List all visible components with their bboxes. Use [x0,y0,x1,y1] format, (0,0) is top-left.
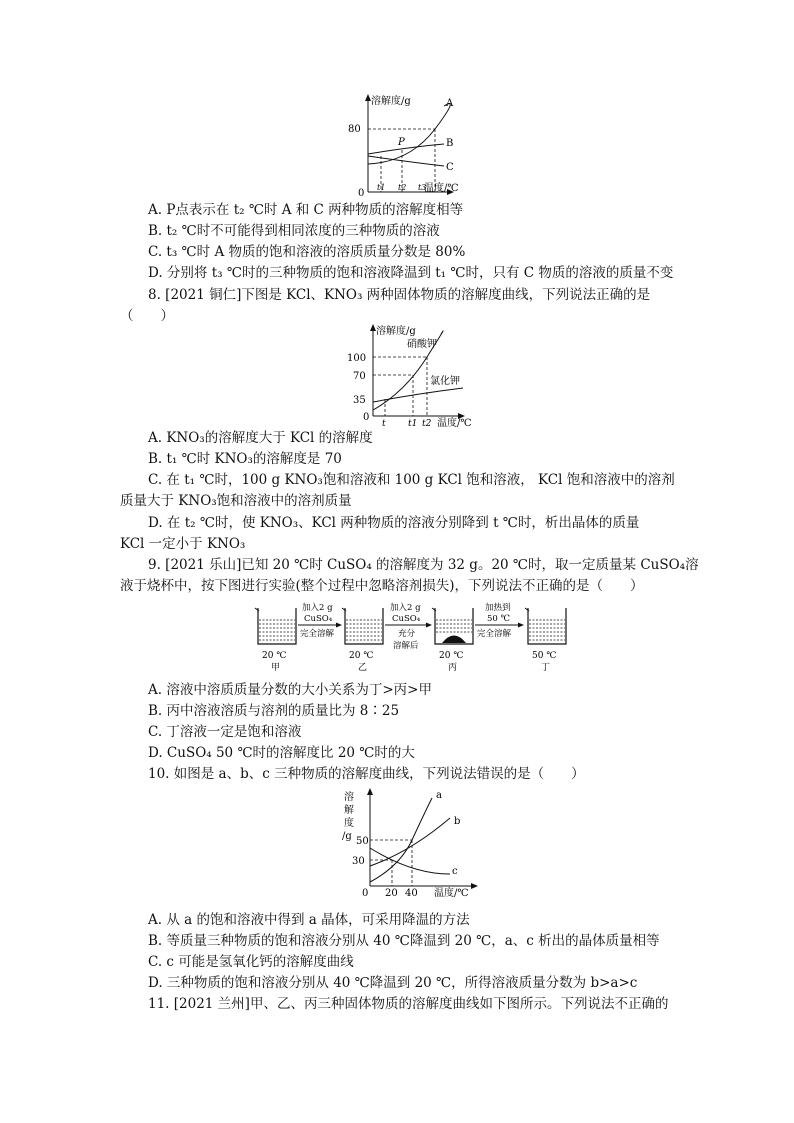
curve-label-B: B [446,138,454,149]
q8-option-c: C. 在 t₁ ℃时，100 g KNO₃饱和溶液和 100 g KCl 饱和溶液， KCl 饱和溶液中的溶剂 [148,472,675,488]
x-axis-label: 温度/℃ [434,888,469,899]
curve-label-c: c [452,866,458,877]
arrow2-top2: CuSO₄ [392,614,421,624]
origin-label: 0 [358,188,365,199]
beaker-name-jia: 甲 [271,663,281,673]
beaker-temp-yi: 20 ℃ [349,651,374,661]
curve-B [368,144,444,154]
arrow3-top1: 加热到 [485,603,511,613]
curve-label-a: a [436,790,442,801]
q8-stem: 8. [2021 铜仁]下图是 KCl、KNO₃ 两种固体物质的溶解度曲线，下列说法正确的是 [148,287,651,303]
q8-option-b: B. t₁ ℃时 KNO₃的溶解度是 70 [148,451,342,467]
arrow3-top2: 50 ℃ [487,614,511,624]
q7-option-c: C. t₃ ℃时 A 物质的饱和溶液的溶质质量分数是 80% [148,244,466,260]
curve-label-A: A [446,98,454,109]
point-label-P: P [398,137,405,148]
x-tick-t1: t1 [408,419,418,427]
q11-stem: 11. [2021 兰州]甲、乙、丙三种固体物质的溶解度曲线如下图所示。下列说法不正确的 [148,996,669,1012]
x-tick-t2: t2 [398,183,407,192]
beaker-temp-bing: 20 ℃ [439,651,464,661]
q8-option-a: A. KNO₃的溶解度大于 KCl 的溶解度 [148,430,373,446]
curve-kcl [373,388,463,402]
q8-option-d-cont: KCl 一定小于 KNO₃ [120,536,246,552]
x-tick-t3: t3 [418,183,427,192]
precipitate [442,636,466,644]
beaker-bing [432,608,473,673]
y-tick-80: 80 [348,124,361,135]
q8-answer-bracket: （ ） [120,308,174,324]
solubility-chart-2 [345,322,480,427]
x-axis-label: 温度/℃ [437,418,472,427]
q9-stem-cont: 液于烧杯中，按下图进行实验(整个过程中忽略溶剂损失)，下列说法不正确的是（ ） [120,578,644,594]
q7-option-d: D. 分别将 t₃ ℃时的三种物质的饱和溶液降温到 t₁ ℃时，只有 C 物质的溶液的质量不变 [148,265,674,281]
arrow2-bottom2: 溶解后 [393,641,419,651]
curve-label-kcl: 氯化钾 [430,376,460,387]
y-label-3: 度 [344,818,354,829]
beaker-name-ding: 丁 [541,663,551,673]
experiment-diagram [252,598,572,674]
beaker-name-bing: 丙 [448,663,458,673]
origin-label: 0 [363,412,370,423]
q7-option-a: A. P点表示在 t₂ ℃时 A 和 C 两种物质的溶解度相等 [148,202,464,218]
y-tick-100: 100 [347,353,367,364]
arrow-step-2 [385,602,432,651]
q9-option-a: A. 溶液中溶质质量分数的大小关系为丁>丙>甲 [148,682,432,698]
q9-option-b: B. 丙中溶液溶质与溶剂的质量比为 8∶25 [148,703,400,719]
q9-stem: 9. [2021 乐山]已知 20 ℃时 CuSO₄ 的溶解度为 32 g。20 ℃时，取一定质量某 CuSO₄溶 [148,557,699,573]
solubility-chart-3 [340,786,485,901]
curve-b [370,818,450,866]
beaker-name-yi: 乙 [358,663,368,673]
x-tick-t1: t1 [377,183,386,192]
q7-option-b: B. t₂ ℃时不可能得到相同浓度的三种物质的溶液 [148,223,440,239]
beaker-ding [525,608,566,673]
arrow-step-3 [475,602,524,639]
y-tick-70: 70 [353,371,366,382]
q8-option-d: D. 在 t₂ ℃时，使 KNO₃、KCl 两种物质的溶液分别降到 t ℃时，析出晶体的质量 [148,515,640,531]
x-tick-20: 20 [385,888,398,899]
x-tick-t: t [382,419,386,427]
y-label-2: 解 [344,805,354,816]
arrow1-top1: 加入2 g [302,603,333,613]
y-label-4: /g [342,831,352,842]
arrow2-bottom1: 充分 [398,629,416,639]
curve-label-C: C [446,162,454,173]
beaker-jia [255,608,296,673]
curve-label-b: b [454,816,461,827]
curve-C [368,156,444,166]
arrow1-bottom1: 完全溶解 [300,629,335,639]
curve-A [368,104,450,164]
x-tick-40: 40 [405,888,418,899]
beaker-temp-ding: 50 ℃ [532,651,557,661]
q9-option-c: C. 丁溶液一定是饱和溶液 [148,724,302,740]
x-axis-label: 温度/℃ [424,183,459,194]
arrow1-top2: CuSO₄ [304,614,333,624]
q8-option-c-cont: 质量大于 KNO₃饱和溶液中的溶剂质量 [120,493,352,509]
y-axis-label: 溶解度/g [376,326,416,337]
y-tick-35: 35 [353,395,366,406]
arrow3-bottom1: 完全溶解 [477,629,512,639]
q10-option-a: A. 从 a 的饱和溶液中得到 a 晶体，可采用降温的方法 [148,912,470,928]
y-label-1: 溶 [344,792,354,803]
y-tick-30: 30 [352,856,365,867]
arrow2-top1: 加入2 g [390,603,421,613]
q10-option-d: D. 三种物质的饱和溶液分别从 40 ℃降温到 20 ℃，所得溶液质量分数为 b>a>c [148,975,638,991]
y-axis-label: 溶解度/g [371,96,411,107]
origin-label: 0 [362,888,369,899]
x-tick-t2: t2 [422,419,432,427]
beaker-yi [342,608,383,673]
solubility-chart-1 [340,92,470,202]
q10-stem: 10. 如图是 a、b、c 三种物质的溶解度曲线，下列说法错误的是（ ） [148,766,585,782]
q10-option-c: C. c 可能是氢氧化钙的溶解度曲线 [148,954,354,970]
q9-option-d: D. CuSO₄ 50 ℃时的溶解度比 20 ℃时的大 [148,745,415,761]
beaker-temp-jia: 20 ℃ [262,651,287,661]
curve-label-kno3: 硝酸钾 [407,339,437,350]
arrow-step-1 [298,602,342,639]
y-tick-50: 50 [356,836,369,847]
q10-option-b: B. 等质量三种物质的饱和溶液分别从 40 ℃降温到 20 ℃，a、c 析出的晶体质量相等 [148,933,660,949]
